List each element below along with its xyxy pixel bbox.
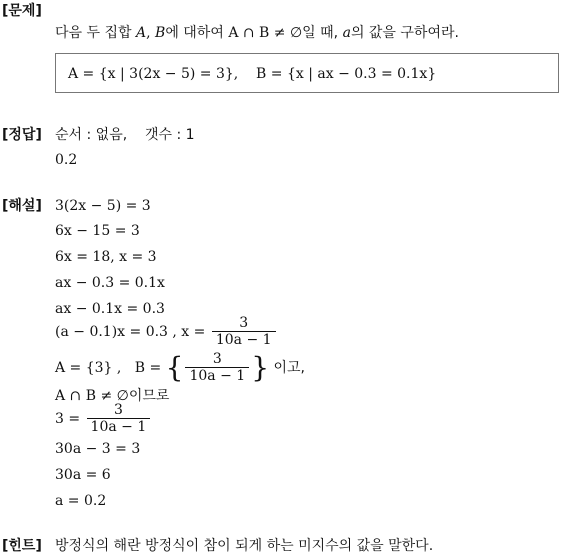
step7-set-b: B = [134, 360, 162, 376]
statement-suffix: 의 값을 구하여라. [350, 25, 459, 41]
statement-when: 일 때, [302, 25, 339, 41]
answer-value: 0.2 [55, 152, 78, 168]
set-b-definition: B = {x | ax − 0.3 = 0.1x} [256, 66, 437, 82]
solution-step: ax − 0.3 = 0.1x [55, 275, 165, 291]
right-brace: } [251, 351, 270, 384]
solution-step: ax − 0.1x = 0.3 [55, 301, 165, 317]
hint-label: [힌트] [2, 538, 42, 554]
fraction-numerator: 3 [239, 315, 249, 331]
solution-step: 6x − 15 = 3 [55, 223, 140, 239]
statement-prefix: 다음 두 집합 [55, 25, 132, 41]
step7-set-a: A = {3} , [55, 360, 122, 376]
set-b-symbol: B [155, 25, 166, 41]
answer-order: 순서 : 없음, [55, 127, 128, 143]
solution-step-fraction [55, 403, 152, 435]
comma: , [146, 25, 151, 41]
hint-text: 방정식의 해란 방정식이 참이 되게 하는 미지수의 값을 말한다. [55, 538, 434, 554]
fraction [87, 403, 151, 435]
solution-step: 30a − 3 = 3 [55, 441, 141, 457]
problem-statement [55, 24, 459, 42]
answer-label: [정답] [2, 127, 42, 143]
step6-left: (a − 0.1)x = 0.3 , x = [55, 324, 206, 340]
fraction-numerator: 3 [212, 351, 222, 367]
fraction [185, 352, 249, 384]
solution-step: 30a = 6 [55, 467, 111, 483]
fraction [212, 316, 276, 348]
set-a-definition: A = {x | 3(2x − 5) = 3} [68, 66, 234, 82]
set-a-symbol: A [135, 25, 147, 41]
fraction-numerator: 3 [113, 402, 123, 418]
problem-label: [문제] [2, 3, 42, 19]
fraction-denominator: 10a − 1 [87, 418, 151, 435]
solution-step: 3(2x − 5) = 3 [55, 198, 151, 214]
step8-suffix: 이므로 [128, 388, 170, 404]
step9-left: 3 = [55, 411, 81, 427]
solution-label: [해설] [2, 198, 42, 214]
step8-expr: A ∩ B ≠ ∅ [55, 388, 129, 404]
fraction-denominator: 10a − 1 [185, 367, 249, 384]
answer-meta [55, 126, 195, 144]
step7-suffix: 이고, [273, 360, 305, 376]
solution-step-sets [55, 352, 305, 384]
fraction-denominator: 10a − 1 [212, 331, 276, 348]
statement-mid: 에 대하여 [165, 25, 224, 41]
intersection-condition: A ∩ B ≠ ∅ [228, 25, 303, 41]
box-separator: , [233, 66, 239, 82]
solution-step-fraction [55, 316, 278, 348]
left-brace: { [165, 351, 184, 384]
var-a: a [342, 25, 351, 41]
solution-step: 6x = 18, x = 3 [55, 249, 157, 265]
problem-sets-box [55, 53, 559, 93]
answer-count: 갯수 : 1 [144, 127, 195, 143]
solution-step: a = 0.2 [55, 493, 107, 509]
